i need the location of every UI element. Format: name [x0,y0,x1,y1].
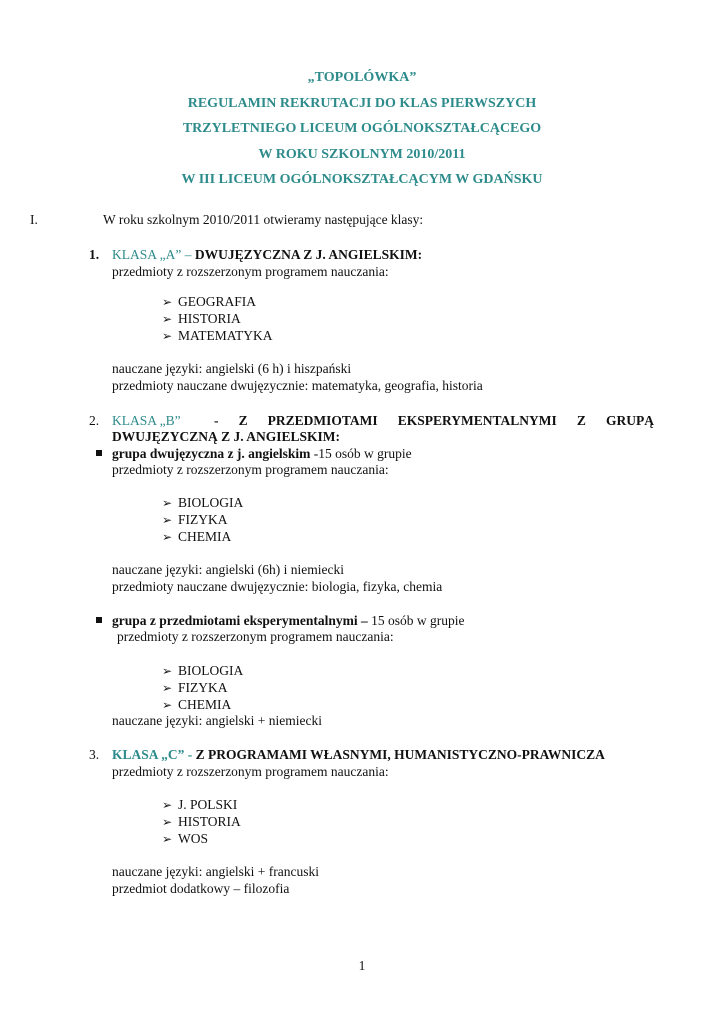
title-line: W III LICEUM OGÓLNOKSZTAŁCĄCYM W GDAŃSKU [181,172,543,187]
class-a-label: KLASA „A” [112,247,182,262]
class-a-subjects-label: przedmioty z rozszerzonym programem nauczania: [112,264,389,279]
arrow-bullet-icon: ➢ [162,681,173,695]
list-item: ➢ WOS [162,831,208,846]
arrow-bullet-icon: ➢ [162,798,173,812]
group-dual-bilingual: przedmioty nauczane dwujęzycznie: biologia, fizyka, chemia [112,579,443,594]
group-dual: grupa dwujęzyczna z j. angielskim -15 osób w grupie [96,445,412,462]
class-b-label: KLASA „B” [112,413,181,428]
list-item: ➢ BIOLOGIA [162,663,244,678]
page-number: 1 [358,958,366,973]
group-dual-languages: nauczane języki: angielski (6h) i niemiecki [112,562,345,577]
group-experimental-languages: nauczane języki: angielski + niemiecki [112,713,323,728]
square-bullet-icon [96,450,102,456]
arrow-bullet-icon: ➢ [162,513,173,527]
title-line: REGULAMIN REKRUTACJI DO KLAS PIERWSZYCH [187,95,537,111]
class-c-extra: przedmiot dodatkowy – filozofia [112,881,290,896]
arrow-bullet-icon: ➢ [162,698,173,712]
class-c-heading: KLASA „C” - Z PROGRAMAMI WŁASNYMI, HUMANISTYCZNO-PRAWNICZA [112,747,605,762]
list-item: ➢ MATEMATYKA [162,328,273,343]
square-bullet-icon [96,617,102,623]
title-line: W ROKU SZKOLNYM 2010/2011 [258,146,466,162]
class-b-desc: - Z PRZEDMIOTAMI EKSPERYMENTALNYMI Z GRUPĄ [214,413,654,428]
arrow-bullet-icon: ➢ [162,664,173,678]
class-c-label: KLASA „C” - [112,747,193,762]
arrow-bullet-icon: ➢ [162,530,173,544]
arrow-bullet-icon: ➢ [162,815,173,829]
class-a-bilingual: przedmioty nauczane dwujęzycznie: matematyka, geografia, historia [112,378,483,393]
list-item: ➢ BIOLOGIA [162,495,244,510]
class-b-desc-line2: DWUJĘZYCZNĄ Z J. ANGIELSKIM: [112,429,341,444]
arrow-bullet-icon: ➢ [162,329,173,343]
list-item: ➢ J. POLSKI [162,797,238,812]
list-item: ➢ HISTORIA [162,814,241,829]
title-line: „TOPOLÓWKA” [307,70,417,85]
class-b-number: 2. [89,413,100,428]
list-item: ➢ FIZYKA [162,680,228,695]
class-a-desc: DWUJĘZYCZNA Z J. ANGIELSKIM: [194,247,423,262]
list-item: ➢ FIZYKA [162,512,228,527]
title-line: TRZYLETNIEGO LICEUM OGÓLNOKSZTAŁCĄCEGO [182,121,542,136]
arrow-bullet-icon: ➢ [162,312,173,326]
class-a-languages: nauczane języki: angielski (6 h) i hiszpański [112,361,352,376]
group-experimental: grupa z przedmiotami eksperymentalnymi – 15 osób w grupie [96,612,464,629]
arrow-bullet-icon: ➢ [162,496,173,510]
section-numeral: I. [30,212,38,227]
class-c-languages: nauczane języki: angielski + francuski [112,864,320,879]
arrow-bullet-icon: ➢ [162,295,173,309]
group-experimental-subjects-label: przedmioty z rozszerzonym programem nauczania: [117,629,394,644]
list-item: ➢ GEOGRAFIA [162,294,257,309]
list-item: ➢ CHEMIA [162,697,232,712]
class-a-dash: – [181,247,195,262]
list-item: ➢ HISTORIA [162,311,241,326]
group-dual-subjects-label: przedmioty z rozszerzonym programem nauczania: [112,462,389,477]
class-c-subjects-label: przedmioty z rozszerzonym programem nauczania: [112,764,389,779]
document-title [0,65,724,193]
section-intro: W roku szkolnym 2010/2011 otwieramy następujące klasy: [103,212,424,227]
arrow-bullet-icon: ➢ [162,832,173,846]
class-a-number: 1. [89,247,100,262]
class-c-number: 3. [89,747,100,762]
list-item: ➢ CHEMIA [162,529,232,544]
class-a-heading [112,246,422,263]
